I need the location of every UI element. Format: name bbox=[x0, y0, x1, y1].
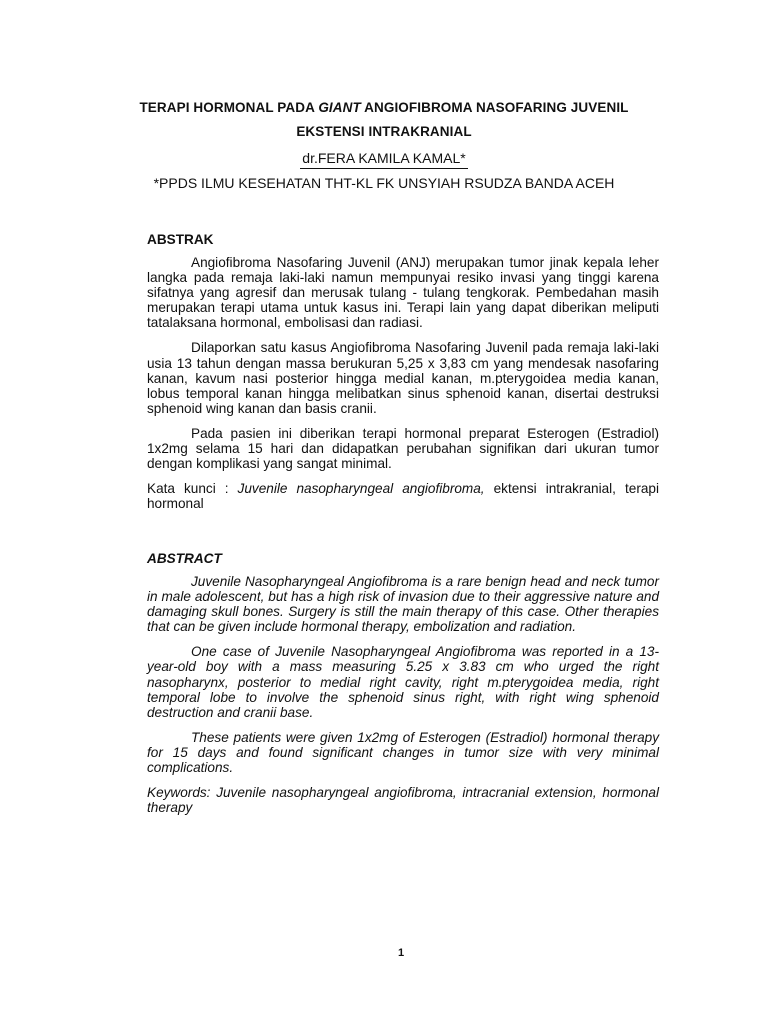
title-block bbox=[110, 96, 658, 194]
abstrak-paragraph: Pada pasien ini diberikan terapi hormonal preparat Esterogen (Estradiol) 1x2mg selama 15 hari dan didapatkan perubahan signifikan dari ukuran tumor dengan komplikasi yang sangat minimal. bbox=[147, 425, 659, 472]
abstract-body bbox=[147, 574, 659, 825]
keywords-italic: Juvenile nasopharyngeal angiofibroma, bbox=[237, 481, 485, 497]
paper-title-line-1 bbox=[110, 96, 658, 120]
page-number: 1 bbox=[397, 947, 405, 959]
author-affiliation: *PPDS ILMU KESEHATAN THT-KL FK UNSYIAH RSUDZA BANDA ACEH bbox=[153, 175, 615, 191]
abstrak-body bbox=[147, 255, 659, 521]
abstract-heading: ABSTRACT bbox=[147, 551, 222, 566]
paper-title-line-2: EKSTENSI INTRAKRANIAL bbox=[296, 124, 472, 139]
keywords-label: Kata kunci : bbox=[147, 481, 238, 497]
abstrak-heading: ABSTRAK bbox=[147, 232, 214, 247]
title-italic-word: GIANT bbox=[318, 100, 361, 115]
title-prefix: TERAPI HORMONAL PADA bbox=[139, 100, 319, 115]
author-name: dr.FERA KAMILA KAMAL* bbox=[300, 148, 467, 169]
abstract-paragraph: These patients were given 1x2mg of Esterogen (Estradiol) hormonal therapy for 15 days and found significant changes in tumor size with very minimal complications. bbox=[147, 729, 659, 776]
abstract-paragraph: Juvenile Nasopharyngeal Angiofibroma is a rare benign head and neck tumor in male adolescent, but has a high risk of invasion due to their aggressive nature and damaging skull bones. Surgery is still the main therapy of this case. Other therapies that can be given include hormonal therapy, embolization and radiation. bbox=[147, 574, 659, 635]
keywords-rest: ektensi intrakranial, terapi hormonal bbox=[147, 481, 659, 512]
abstract-keywords: Keywords: Juvenile nasopharyngeal angiofibroma, intracranial extension, hormonal therapy bbox=[147, 785, 659, 816]
abstrak-paragraph: Angiofibroma Nasofaring Juvenil (ANJ) merupakan tumor jinak kepala leher langka pada remaja laki-laki namun mempunyai resiko invasi yang tinggi karena sifatnya yang agresif dan merusak tulang - tulang tengkorak. Pembedahan masih merupakan terapi utama untuk kasus ini. Terapi lain yang dapat diberikan meliputi tatalaksana hormonal, embolisasi dan radiasi. bbox=[147, 255, 659, 331]
title-suffix: ANGIOFIBROMA NASOFARING JUVENIL bbox=[360, 100, 629, 115]
abstrak-keywords bbox=[147, 481, 659, 511]
abstrak-paragraph: Dilaporkan satu kasus Angiofibroma Nasofaring Juvenil pada remaja laki-laki usia 13 tahun dengan massa berukuran 5,25 x 3,83 cm yang mendesak nasofaring kanan, kavum nasi posterior hingga medial kanan, m.pterygoidea media kanan, lobus temporal kanan hingga melibatkan sinus sphenoid kanan, disertai destruksi sphenoid wing kanan dan basis cranii. bbox=[147, 340, 659, 416]
abstract-paragraph: One case of Juvenile Nasopharyngeal Angiofibroma was reported in a 13-year-old boy with a mass measuring 5.25 x 3.83 cm who urged the right nasopharynx, posterior to medial right cavity, right m.pterygoidea media, right temporal lobe to involve the sphenoid sinus right, with right wing sphenoid destruction and cranii base. bbox=[147, 644, 659, 720]
